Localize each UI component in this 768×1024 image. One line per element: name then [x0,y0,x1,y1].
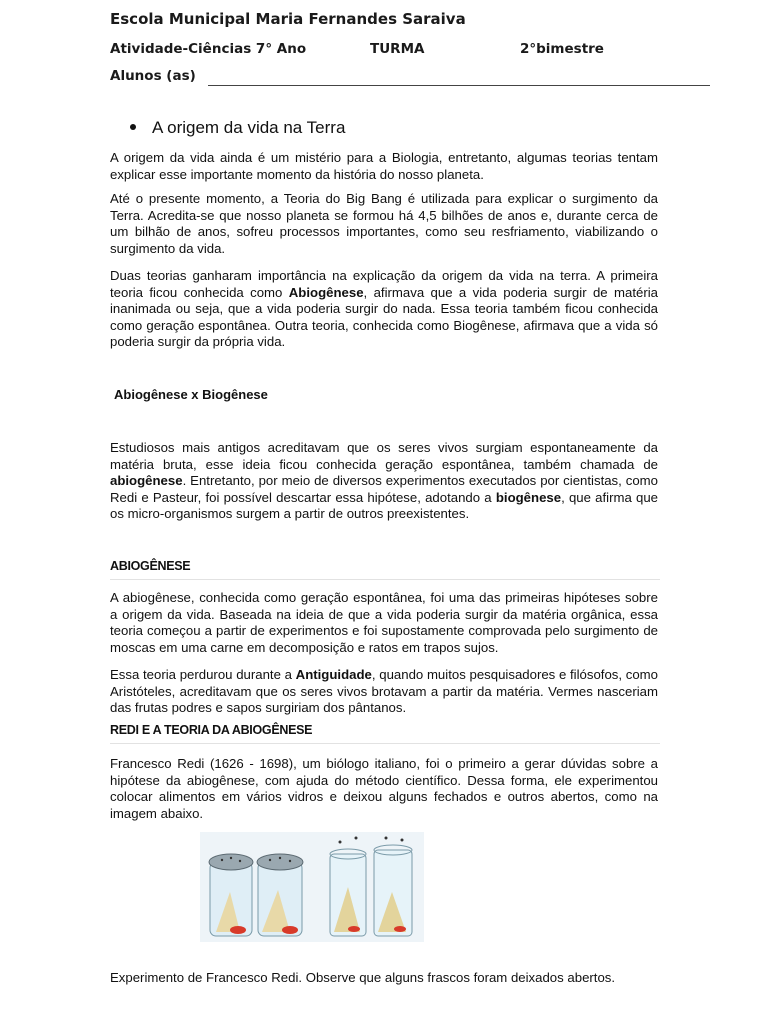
students-name-line [208,85,710,86]
paragraph-6: Essa teoria perdurou durante a Antiguidade, quando muitos pesquisadores e filósofos, como Aristóteles, acreditavam que os seres vivos brotavam a partir da matéria. Vermes nasceriam das frutas podres e sapos surgiriam dos pântanos. [110,667,658,715]
paragraph-1: A origem da vida ainda é um mistério para a Biologia, entretanto, algumas teorias tentam explicar esse importante momento da história do nosso planeta. [110,150,658,182]
section-divider [110,579,660,580]
section-heading-redi: REDI E A TEORIA DA ABIOGÊNESE [110,723,313,737]
paragraph-7: Francesco Redi (1626 - 1698), um biólogo italiano, foi o primeiro a gerar dúvidas sobre a hipótese da abiogênese, com ajuda do método científico. Dessa forma, ele experimentou colocar alimentos em vários vidros e deixou alguns fechados e outros abertos, como na imagem abaixo. [110,756,658,821]
paragraph-5: A abiogênese, conhecida como geração espontânea, foi uma das primeiras hipóteses sobre a origem da vida. Baseada na ideia de que a vida poderia surgir da matéria orgânica, essa teoria começou a partir de experimentos e foi supostamente comprovada pelo surgimento de moscas em uma carne em decomposição e ratos em trapos sujos. [110,590,658,655]
activity-label: Atividade-Ciências 7° Ano [110,41,307,57]
closed-jar-icon [209,854,253,936]
paragraph-4: Estudiosos mais antigos acreditavam que os seres vivos surgiam espontaneamente da matéria bruta, esse ideia ficou conhecida geração espontânea, também chamada de abiogênese. Entretanto, por meio de diversos experimentos executados por cientistas, como Redi e Pasteur, foi possível descartar essa hipótese, adotando a biogênese, que afirma que os micro-organismos surgem a partir de outros preexistentes. [110,440,658,521]
subtitle: Abiogênese x Biogênese [114,387,268,402]
redi-experiment-illustration [200,832,424,942]
students-label: Alunos (as) [110,68,196,84]
period-label: 2°bimestre [520,41,604,57]
image-caption: Experimento de Francesco Redi. Observe que alguns frascos foram deixados abertos. [110,970,616,985]
section-divider [110,743,660,744]
page-title-text: A origem da vida na Terra [152,118,346,137]
bullet-icon [130,124,136,130]
open-jar-icon [374,837,412,937]
section-heading-abiogenese: ABIOGÊNESE [110,559,191,573]
page-title [130,118,345,138]
paragraph-2: Até o presente momento, a Teoria do Big Bang é utilizada para explicar o surgimento da Terra. Acredita-se que nosso planeta se formou há 4,5 bilhões de anos e, durante cerca de um bilhão de anos, sofreu processos importantes, como seu resfriamento, viabilizando o surgimento da vida. [110,191,658,256]
school-name: Escola Municipal Maria Fernandes Saraiva [110,10,466,28]
class-label: TURMA [370,41,425,57]
paragraph-3: Duas teorias ganharam importância na explicação da origem da vida na terra. A primeira teoria ficou conhecida como Abiogênese, afirmava que a vida poderia surgir de matéria inanimada ou seja, que a vida poderia surgir do nada. Essa teoria também ficou conhecida como geração espontânea. Outra teoria, conhecida como Biogênese, afirmava que a vida só poderia surgir da própria vida. [110,268,659,349]
closed-jar-icon [257,854,303,936]
